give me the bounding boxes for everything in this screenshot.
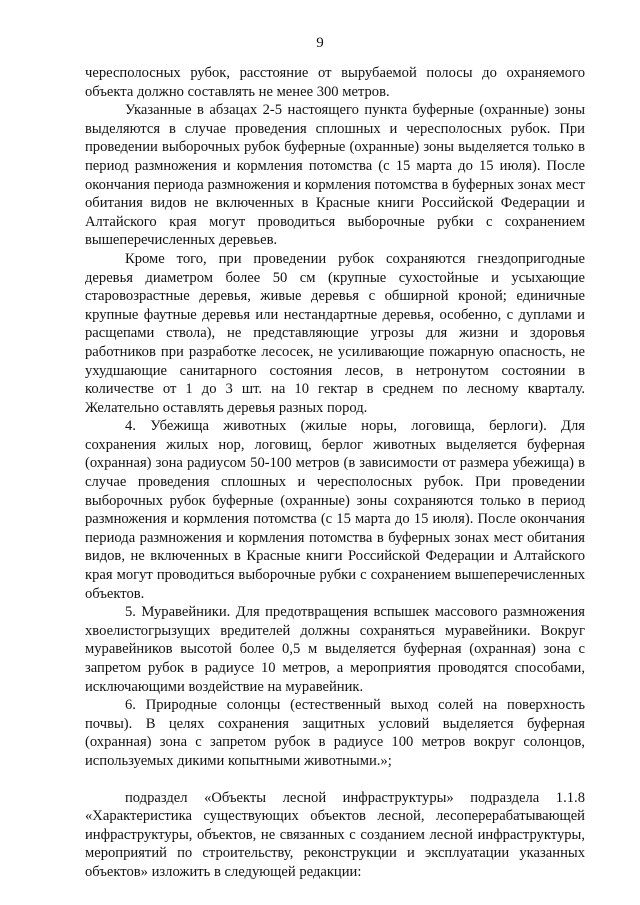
document-body [85,64,585,882]
paragraph-buffer-zones: Указанные в абзацах 2-5 настоящего пункта буферные (охранные) зоны выделяются в случае проведения сплошных и чересполосных рубок. При проведении выборочных рубок буферные (охранные) зоны выделяется только в период размножения и кормления потомства (с 15 марта до 15 июля). После окончания периода размножения и кормления потомства в буферных зонах мест обитания видов не включенных в Красные книги Российской Федерации и Алтайского края могут проводиться выборочные рубки с сохранением вышеперечисленных деревьев. [85,102,585,249]
paragraph-anthills: 5. Муравейники. Для предотвращения вспышек массового размножения хвоелистогрызущих вредителей должны сохраняться муравейники. Вокруг муравейников высотой более 0,5 м выделяется буферная (охранная) зона с запретом рубок в радиусе 10 метров, а мероприятия проводятся способами, исключающими воздействие на муравейник. [85,604,585,695]
paragraph-animal-shelters: 4. Убежища животных (жилые норы, логовища, берлоги). Для сохранения жилых нор, логовищ, берлог животных выделяется буферная (охранная) зона радиусом 50-100 метров (в зависимости от размера убежища) в случае проведения сплошных и чересполосных рубок. При проведении выборочных рубок буферные (охранные) зоны сохраняются только в период размножения и кормления потомства (с 15 марта до 15 июля). После окончания периода размножения и кормления потомства в буферных зонах мест обитания видов, не включенных в Красные книги Российской Федерации и Алтайского края могут проводиться выборочные рубки с сохранением вышеперечисленных объектов. [85,418,585,602]
paragraph-salt-licks: 6. Природные солонцы (естественный выход солей на поверхность почвы). В целях сохранения защитных условий выделяется буферная (охранная) зона с запретом рубок в радиусе 100 метров вокруг солонцов, используемых дикими копытными животными.»; [85,697,585,769]
page-number: 9 [316,35,324,51]
paragraph-infrastructure-subsection: подраздел «Объекты лесной инфраструктуры» подраздела 1.1.8 «Характеристика существующих объектов лесной, лесоперерабатывающей инфраструктуры, объектов, не связанных с созданием лесной инфраструктуры, мероприятий по строительству, реконструкции и эксплуатации указанных объектов» изложить в следующей редакции: [85,789,585,880]
paragraph-nesting-trees: Кроме того, при проведении рубок сохраняются гнездопригодные деревья диаметром более 50 см (крупные сухостойные и усыхающие старовозрастные деревья, живые деревья с обширной кроной; единичные крупные фаутные деревья или нестандартные деревья, особенно, с дуплами и расщепами ствола), не представляющие угрозы для жизни и здоровья работников при разработке лесосек, не усиливающие пожарную опасность, не ухудшающие санитарного состояния лесов, в нетронутом состоянии в количестве от 1 до 3 шт. на 10 гектар в среднем по лесному кварталу. Желательно оставлять деревья разных пород. [85,250,585,416]
paragraph-continuation: чересполосных рубок, расстояние от вырубаемой полосы до охраняемого объекта должно составлять не менее 300 метров. [85,65,585,100]
